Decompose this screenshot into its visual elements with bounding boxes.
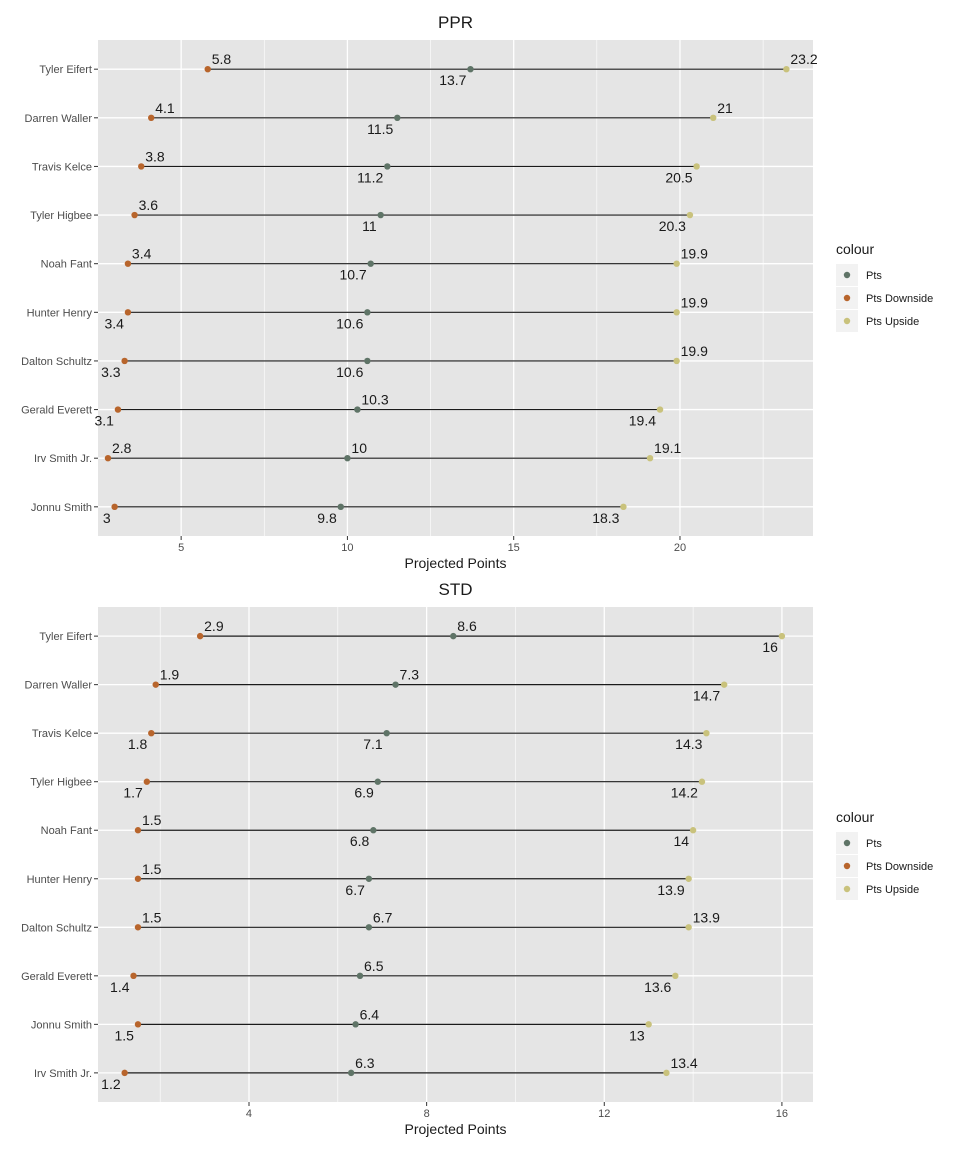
legend-title: colour: [836, 241, 875, 257]
y-tick-label: Travis Kelce: [31, 728, 92, 741]
upside-data-label: 18.3: [592, 509, 620, 526]
downside-point: [197, 633, 203, 639]
downside-point: [135, 827, 141, 833]
upside-point: [721, 681, 727, 687]
upside-point: [699, 779, 705, 785]
upside-point: [673, 358, 679, 364]
upside-data-label: 14: [673, 833, 690, 850]
pts-data-label: 10: [351, 440, 367, 457]
downside-data-label: 1.2: [101, 1075, 121, 1092]
legend-entry: Pts: [866, 270, 882, 282]
chart-std: [21, 580, 933, 1137]
y-tick-label: Tyler Higbee: [30, 776, 92, 789]
pts-point: [384, 163, 390, 169]
downside-point: [144, 779, 150, 785]
downside-point: [153, 681, 159, 687]
upside-point: [710, 115, 716, 121]
downside-point: [121, 358, 127, 364]
pts-point: [344, 455, 350, 461]
downside-point: [148, 115, 154, 121]
y-tick-label: Darren Waller: [24, 679, 92, 692]
downside-point: [138, 163, 144, 169]
pts-point: [450, 633, 456, 639]
upside-point: [687, 212, 693, 218]
legend-entry: Pts Upside: [866, 316, 920, 328]
downside-point: [105, 455, 111, 461]
downside-data-label: 3: [102, 509, 111, 526]
pts-data-label: 7.3: [399, 666, 420, 683]
x-tick-label: 4: [245, 1108, 253, 1120]
y-tick-label: Noah Fant: [40, 825, 92, 838]
pts-point: [366, 876, 372, 882]
chart-ppr: [21, 13, 933, 571]
y-tick-label: Hunter Henry: [26, 873, 92, 886]
downside-point: [135, 1021, 141, 1027]
pts-data-label: 6.3: [355, 1054, 375, 1071]
legend: [836, 809, 933, 900]
upside-data-label: 13: [629, 1027, 645, 1044]
y-tick-label: Dalton Schultz: [21, 922, 92, 935]
y-tick-label: Tyler Eifert: [39, 631, 92, 644]
pts-data-label: 6.7: [372, 909, 393, 926]
downside-point: [205, 66, 211, 72]
upside-point: [693, 163, 699, 169]
pts-data-label: 6.5: [364, 957, 384, 974]
downside-point: [121, 1070, 127, 1076]
upside-data-label: 13.9: [657, 881, 685, 898]
y-tick-label: Tyler Higbee: [30, 210, 92, 223]
y-tick-label: Gerald Everett: [21, 404, 92, 417]
pts-data-label: 6.7: [345, 881, 365, 898]
downside-point: [115, 406, 121, 412]
pts-data-label: 10.7: [339, 266, 367, 283]
x-tick-label: 12: [598, 1108, 611, 1120]
legend-entry: Pts Downside: [866, 293, 934, 305]
pts-point: [366, 924, 372, 930]
x-axis-title: Projected Points: [404, 555, 507, 571]
pts-point: [392, 681, 398, 687]
upside-point: [647, 455, 653, 461]
pts-point: [383, 730, 389, 736]
upside-data-label: 13.4: [670, 1054, 698, 1071]
pts-point: [352, 1021, 358, 1027]
x-axis-title: Projected Points: [404, 1121, 507, 1137]
x-tick-label: 20: [673, 542, 687, 554]
pts-data-label: 6.4: [359, 1006, 380, 1023]
upside-point: [672, 973, 678, 979]
downside-point: [135, 924, 141, 930]
chart-title: STD: [438, 580, 473, 599]
upside-point: [703, 730, 709, 736]
downside-data-label: 1.5: [114, 1027, 134, 1044]
y-tick-label: Travis Kelce: [31, 161, 92, 174]
pts-data-label: 6.9: [354, 784, 374, 801]
downside-data-label: 3.6: [138, 197, 159, 214]
pts-data-label: 11.2: [357, 169, 384, 186]
y-tick-label: Jonnu Smith: [30, 501, 92, 514]
y-tick-label: Hunter Henry: [26, 307, 92, 320]
upside-point: [685, 924, 691, 930]
upside-point: [663, 1070, 669, 1076]
downside-point: [148, 730, 154, 736]
y-tick-label: Darren Waller: [24, 112, 92, 125]
legend-marker: [844, 840, 850, 846]
downside-data-label: 3.4: [104, 315, 124, 332]
pts-data-label: 10.3: [361, 391, 389, 408]
upside-data-label: 20.5: [665, 169, 693, 186]
upside-data-label: 14.2: [670, 784, 698, 801]
legend-marker: [844, 272, 850, 278]
pts-point: [394, 115, 400, 121]
upside-point: [779, 633, 785, 639]
upside-data-label: 19.4: [628, 412, 657, 429]
pts-data-label: 9.8: [317, 509, 337, 526]
legend-title: colour: [836, 809, 875, 825]
upside-point: [685, 876, 691, 882]
x-tick-label: 15: [507, 542, 520, 554]
upside-point: [783, 66, 789, 72]
downside-data-label: 3.3: [101, 363, 121, 380]
downside-data-label: 3.4: [131, 245, 152, 262]
y-tick-label: Noah Fant: [40, 258, 92, 271]
pts-point: [364, 358, 370, 364]
upside-data-label: 19.1: [654, 440, 682, 457]
upside-point: [690, 827, 696, 833]
plot-panel: [98, 40, 813, 536]
downside-data-label: 1.5: [141, 909, 162, 926]
downside-data-label: 1.5: [141, 812, 162, 829]
y-tick-label: Tyler Eifert: [39, 64, 92, 77]
pts-point: [348, 1070, 354, 1076]
pts-data-label: 13.7: [439, 72, 467, 89]
pts-point: [375, 779, 381, 785]
y-tick-label: Jonnu Smith: [30, 1019, 92, 1032]
pts-data-label: 6.8: [349, 833, 370, 850]
legend-entry: Pts Upside: [866, 884, 920, 896]
y-tick-label: Irv Smith Jr.: [33, 453, 92, 466]
pts-data-label: 10.6: [336, 363, 364, 380]
upside-data-label: 13.6: [644, 978, 672, 995]
chart-title: PPR: [438, 13, 473, 32]
upside-data-label: 19.9: [680, 342, 708, 359]
x-tick-label: 10: [341, 542, 354, 554]
downside-data-label: 1.5: [141, 860, 162, 877]
downside-point: [135, 876, 141, 882]
downside-data-label: 3.8: [145, 148, 165, 165]
pts-point: [377, 212, 383, 218]
downside-point: [131, 212, 137, 218]
legend-entry: Pts: [866, 838, 882, 850]
upside-data-label: 13.9: [692, 909, 720, 926]
pts-point: [467, 66, 473, 72]
downside-data-label: 1.7: [123, 784, 143, 801]
x-tick-label: 8: [423, 1108, 430, 1120]
downside-data-label: 2.9: [204, 618, 224, 635]
upside-data-label: 14.7: [692, 687, 721, 704]
y-tick-label: Dalton Schultz: [21, 355, 92, 368]
downside-point: [111, 504, 117, 510]
downside-point: [125, 260, 131, 266]
pts-point: [338, 504, 344, 510]
pts-point: [364, 309, 370, 315]
legend-entry: Pts Downside: [866, 861, 934, 873]
downside-data-label: 1.4: [110, 978, 130, 995]
legend-marker: [844, 318, 850, 324]
downside-point: [130, 973, 136, 979]
downside-data-label: 5.8: [211, 51, 232, 68]
y-tick-label: Irv Smith Jr.: [33, 1067, 92, 1080]
pts-data-label: 8.6: [457, 618, 477, 635]
downside-data-label: 1.9: [159, 666, 180, 683]
downside-data-label: 2.8: [111, 440, 132, 457]
pts-data-label: 11: [362, 218, 377, 235]
upside-point: [657, 406, 663, 412]
upside-data-label: 19.9: [680, 245, 708, 262]
pts-data-label: 11.5: [367, 120, 394, 137]
upside-point: [673, 309, 679, 315]
pts-point: [367, 260, 373, 266]
legend-marker: [844, 886, 850, 892]
downside-point: [125, 309, 131, 315]
legend-marker: [844, 295, 850, 301]
upside-point: [645, 1021, 651, 1027]
pts-point: [354, 406, 360, 412]
upside-data-label: 23.2: [790, 51, 818, 68]
upside-data-label: 21: [717, 99, 733, 116]
pts-data-label: 7.1: [363, 736, 383, 753]
upside-data-label: 14.3: [675, 736, 703, 753]
downside-data-label: 4.1: [155, 99, 175, 116]
legend: [836, 241, 933, 332]
y-tick-label: Gerald Everett: [21, 970, 92, 983]
downside-data-label: 3.1: [94, 412, 114, 429]
upside-data-label: 16: [762, 639, 778, 656]
upside-point: [673, 260, 679, 266]
upside-data-label: 20.3: [658, 218, 686, 235]
upside-point: [620, 504, 626, 510]
pts-point: [357, 973, 363, 979]
downside-data-label: 1.8: [127, 736, 148, 753]
upside-data-label: 19.9: [680, 294, 708, 311]
x-tick-label: 5: [178, 542, 185, 554]
x-tick-label: 16: [775, 1108, 789, 1120]
legend-marker: [844, 863, 850, 869]
plot-panel: [98, 607, 813, 1102]
pts-data-label: 10.6: [336, 315, 364, 332]
pts-point: [370, 827, 376, 833]
